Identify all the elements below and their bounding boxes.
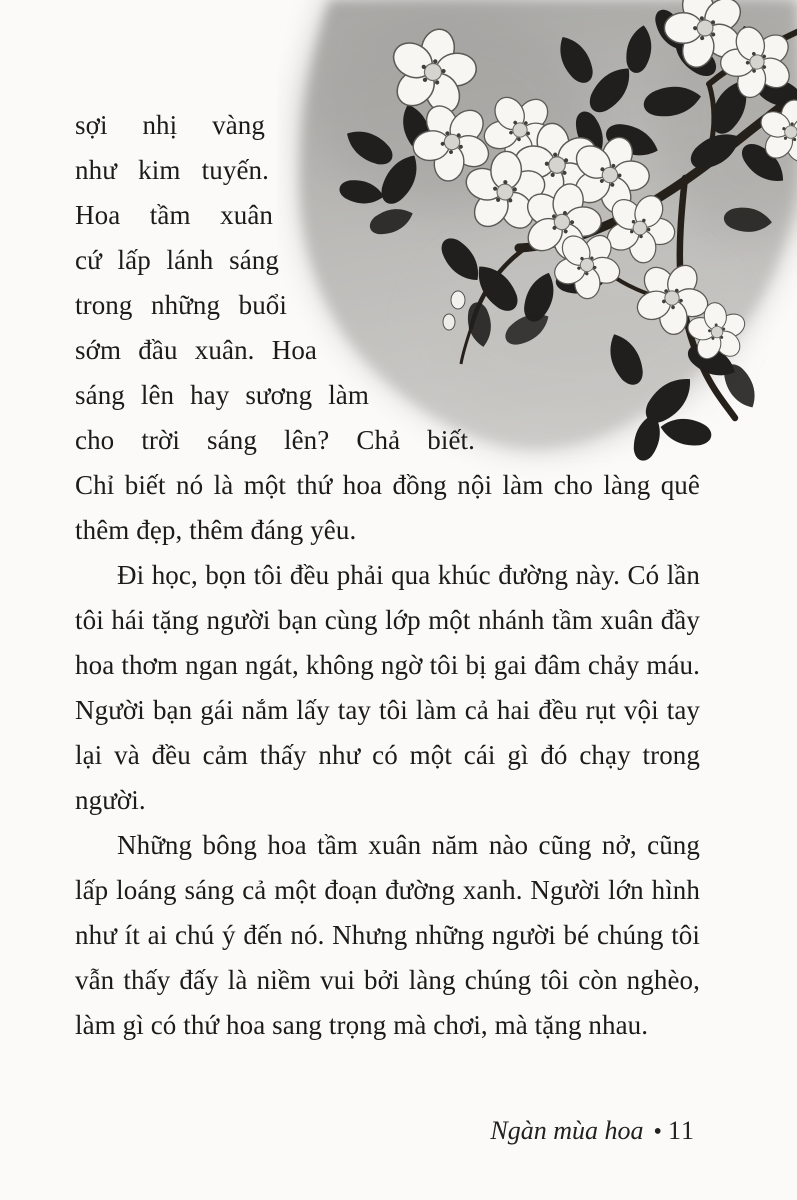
paragraph: Những bông hoa tầm xuân năm nào cũng nở, cũng lấp loáng sáng cả một đoạn đường xanh. Người lớn hình như ít ai chú ý đến nó. Nhưng những người bé chúng tôi vẫn thấy đấy là niềm vui bởi làng chúng tôi còn nghèo, làm gì có thứ hoa sang trọng mà chơi, mà tặng nhau. [75, 830, 700, 1040]
text-line: như kim tuyến. [75, 155, 269, 185]
text-line: cho trời sáng lên? Chả biết. [75, 425, 475, 455]
page-text [75, 103, 700, 1048]
text-line: sớm đầu xuân. Hoa [75, 335, 317, 365]
page-footer [490, 1114, 695, 1149]
text-line: Hoa tầm xuân [75, 200, 273, 230]
text-line: sợi nhị vàng [75, 110, 265, 140]
text-line: trong những buổi [75, 290, 287, 320]
text-line: sáng lên hay sương làm [75, 380, 369, 410]
page-number: 11 [667, 1116, 695, 1145]
text-line: cứ lấp lánh sáng [75, 245, 279, 275]
book-title: Ngàn mùa hoa [490, 1116, 644, 1145]
paragraph-continuation: Chỉ biết nó là một thứ hoa đồng nội làm cho làng quê thêm đẹp, thêm đáng yêu. [75, 470, 700, 545]
paragraph: Đi học, bọn tôi đều phải qua khúc đường này. Có lần tôi hái tặng người bạn cùng lớp một nhánh tầm xuân đầy hoa thơm ngan ngát, không ngờ tôi bị gai đâm chảy máu. Người bạn gái nắm lấy tay tôi làm cả hai đều rụt vội tay lại và đều cảm thấy như có một cái gì đó chạy trong người. [75, 560, 700, 815]
separator-dot: • [653, 1119, 662, 1145]
